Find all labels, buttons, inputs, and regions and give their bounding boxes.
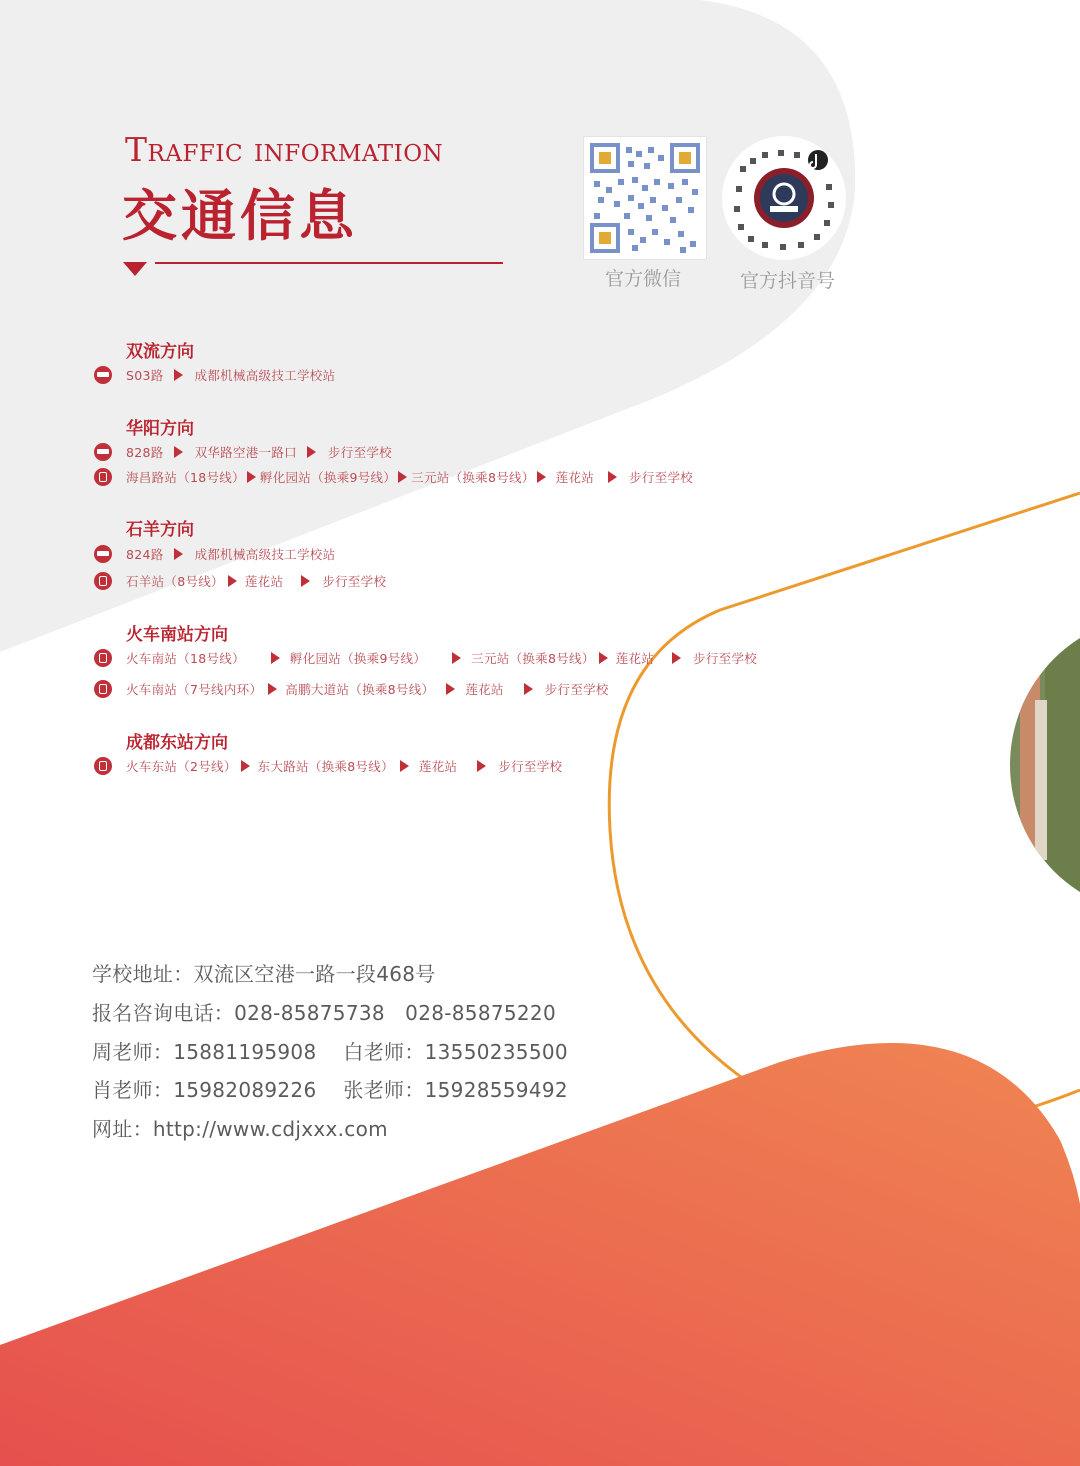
route-stop: 孵化园站（换乘9号线）: [289, 651, 427, 666]
route-row: [94, 648, 757, 668]
red-gradient-shape: [0, 1043, 1080, 1466]
bus-icon: [94, 366, 112, 384]
route-stop: 步行至学校: [544, 682, 609, 697]
school-badge-icon: [722, 136, 846, 260]
route-stop: 东大路站（换乘8号线）: [257, 759, 394, 774]
direction-title: 双流方向: [126, 342, 194, 362]
arrow-right-icon: [672, 652, 681, 664]
route-stop: 步行至学校: [322, 574, 387, 589]
douyin-qr-code: [722, 136, 846, 260]
arrow-right-icon: [174, 369, 183, 381]
arrow-right-icon: [400, 760, 409, 772]
title-english: Traffic information: [125, 130, 444, 169]
direction-title: 火车南站方向: [126, 625, 228, 645]
school-address: 学校地址：双流区空港一路一段468号: [92, 962, 436, 986]
arrow-right-icon: [477, 760, 486, 772]
metro-icon: [94, 468, 112, 486]
route-stop: 步行至学校: [327, 445, 392, 460]
direction-title: 华阳方向: [126, 419, 194, 439]
route-row: [94, 467, 693, 487]
metro-icon: [94, 649, 112, 667]
arrow-right-icon: [452, 652, 461, 664]
metro-icon: [94, 680, 112, 698]
route-stop: 莲花站: [615, 651, 655, 666]
metro-icon: [94, 757, 112, 775]
route-stop: 824路: [126, 547, 164, 562]
route-stop: 火车南站（18号线）: [126, 651, 245, 666]
route-stop: 成都机械高级技工学校站: [194, 547, 336, 562]
arrow-right-icon: [608, 471, 617, 483]
arrow-right-icon: [268, 683, 277, 695]
campus-photo: [1010, 600, 1080, 940]
arrow-right-icon: [228, 575, 237, 587]
route-row: [94, 571, 386, 591]
arrow-right-icon: [174, 548, 183, 560]
teacher-contacts: 肖老师：15982089226 张老师：15928559492: [92, 1078, 568, 1102]
bus-icon: [94, 443, 112, 461]
orange-ring: [609, 493, 1080, 1130]
route-stop: 火车东站（2号线）: [126, 759, 237, 774]
route-stop: 三元站（换乘8号线）: [411, 470, 535, 485]
route-stop: 孵化园站（换乘9号线）: [259, 470, 397, 485]
title-divider: [155, 262, 503, 264]
arrow-right-icon: [446, 683, 455, 695]
route-stop: 莲花站: [465, 682, 504, 697]
arrow-right-icon: [174, 446, 183, 458]
wechat-caption: 官方微信: [605, 268, 682, 290]
arrow-right-icon: [247, 471, 256, 483]
route-stop: 步行至学校: [498, 759, 563, 774]
route-stop: 莲花站: [244, 574, 284, 589]
title-chinese: 交通信息: [122, 183, 359, 248]
arrow-right-icon: [301, 575, 310, 587]
route-stop: 火车南站（7号线内环）: [126, 682, 263, 697]
route-stop: 828路: [126, 445, 164, 460]
teacher-contacts: 周老师：15881195908 白老师：13550235500: [92, 1040, 568, 1064]
arrow-right-icon: [307, 446, 316, 458]
arrow-right-icon: [241, 760, 250, 772]
route-stop: 高鹏大道站（换乘8号线）: [285, 682, 435, 697]
metro-icon: [94, 572, 112, 590]
route-row: [94, 756, 562, 776]
arrow-right-icon: [524, 683, 533, 695]
bus-icon: [94, 545, 112, 563]
arrow-right-icon: [398, 471, 407, 483]
route-stop: 莲花站: [418, 759, 458, 774]
route-row: [94, 679, 609, 699]
route-stop: S03路: [126, 368, 164, 383]
route-stop: 成都机械高级技工学校站: [194, 368, 336, 383]
qr-code-icon: [584, 137, 706, 259]
route-stop: 莲花站: [555, 470, 595, 485]
direction-title: 成都东站方向: [126, 733, 228, 753]
enrollment-phone: 报名咨询电话：028-85875738 028-85875220: [92, 1001, 556, 1025]
route-stop: 步行至学校: [629, 470, 694, 485]
arrow-right-icon: [537, 471, 546, 483]
route-stop: 双华路空港一路口: [194, 445, 297, 460]
website-link[interactable]: 网址：http://www.cdjxxx.com: [92, 1117, 388, 1141]
arrow-right-icon: [271, 652, 280, 664]
direction-title: 石羊方向: [126, 520, 194, 540]
route-stop: 石羊站（8号线）: [126, 574, 224, 589]
route-row: [94, 365, 335, 385]
route-stop: 海昌路站（18号线）: [126, 470, 245, 485]
title-marker-triangle: [123, 262, 147, 276]
route-stop: 步行至学校: [693, 651, 758, 666]
route-row: [94, 442, 392, 462]
douyin-caption: 官方抖音号: [740, 270, 836, 292]
route-stop: 三元站（换乘8号线）: [471, 651, 595, 666]
route-row: [94, 544, 335, 564]
wechat-qr-code: [583, 136, 707, 260]
arrow-right-icon: [599, 652, 608, 664]
